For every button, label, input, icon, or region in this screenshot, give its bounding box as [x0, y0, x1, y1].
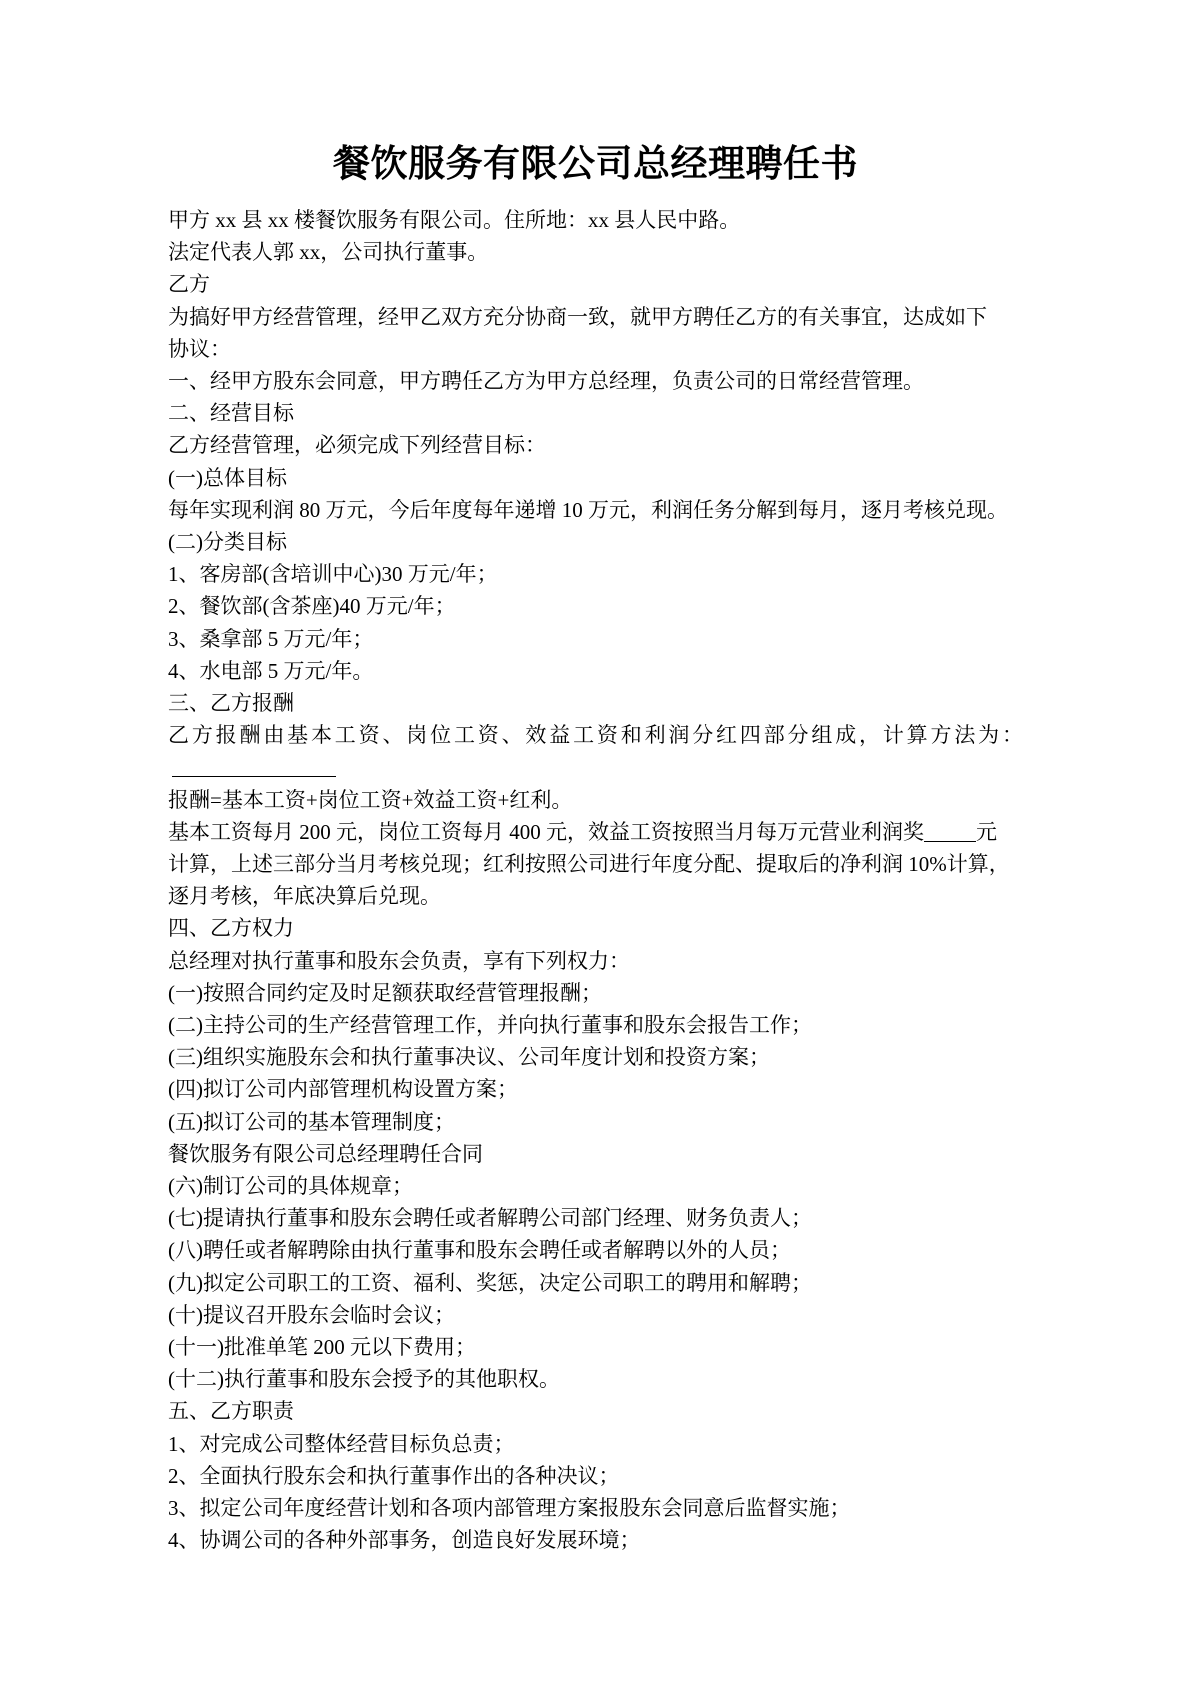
compensation-composition-line — [168, 719, 1023, 783]
bonus-rate-blank-field[interactable] — [924, 841, 976, 842]
article-four-intro: 总经理对执行董事和股东会负责，享有下列权力： — [168, 948, 630, 973]
compensation-blank-field[interactable] — [172, 776, 268, 777]
preamble-line-2: 协议： — [168, 336, 231, 361]
compensation-detail-unit: 元 — [976, 819, 997, 844]
compensation-composition-text: 乙方报酬由基本工资、岗位工资、效益工资和利润分红四部分组成，计算方法为： — [168, 723, 1023, 748]
compensation-detail-text-start: 基本工资每月 200 元，岗位工资每月 400 元，效益工资按照当月每万元营业利润奖 — [168, 819, 924, 844]
power-item: (十二)执行董事和股东会授予的其他职权。 — [168, 1367, 560, 1392]
preamble-line-1: 为搞好甲方经营管理，经甲乙双方充分协商一致，就甲方聘任乙方的有关事宜，达成如下 — [168, 304, 987, 329]
article-two-intro: 乙方经营管理，必须完成下列经营目标： — [168, 433, 546, 458]
party-a-line: 甲方 xx 县 xx 楼餐饮服务有限公司。住所地：xx 县人民中路。 — [168, 207, 741, 232]
compensation-detail-continued: 计算，上述三部分当月考核兑现；红利按照公司进行年度分配、提取后的净利润 10%计算， — [168, 852, 1010, 876]
overall-target-text: 每年实现利润 80 万元，今后年度每年递增 10 万元，利润任务分解到每月，逐月考核兑现。 — [168, 497, 1008, 522]
power-item: (十)提议召开股东会临时会议； — [168, 1302, 455, 1327]
category-target-item: 4、水电部 5 万元/年。 — [168, 658, 374, 683]
power-item: (六)制订公司的具体规章； — [168, 1174, 413, 1199]
power-item: (四)拟订公司内部管理机构设置方案； — [168, 1077, 518, 1102]
page-title: 餐饮服务有限公司总经理聘任书 — [333, 144, 858, 185]
duty-item: 3、拟定公司年度经营计划和各项内部管理方案报股东会同意后监督实施； — [168, 1496, 851, 1521]
article-one-text: 一、经甲方股东会同意，甲方聘任乙方为甲方总经理，负责公司的日常经营管理。 — [168, 368, 924, 393]
article-three-heading: 三、乙方报酬 — [168, 690, 294, 715]
duty-item: 4、协调公司的各种外部事务，创造良好发展环境； — [168, 1528, 641, 1553]
article-two-heading: 二、经营目标 — [168, 401, 294, 426]
power-item: (七)提请执行董事和股东会聘任或者解聘公司部门经理、财务负责人； — [168, 1206, 812, 1231]
overall-target-heading: (一)总体目标 — [168, 465, 287, 490]
duty-item: 2、全面执行股东会和执行董事作出的各种决议； — [168, 1463, 620, 1488]
category-target-item: 3、桑拿部 5 万元/年； — [168, 626, 374, 651]
legal-representative-line: 法定代表人郭 xx，公司执行董事。 — [168, 240, 489, 265]
power-item: (八)聘任或者解聘除由执行董事和股东会聘任或者解聘以外的人员； — [168, 1238, 791, 1263]
category-target-item: 2、餐饮部(含茶座)40 万元/年； — [168, 594, 456, 619]
running-header-text: 餐饮服务有限公司总经理聘任合同 — [168, 1141, 483, 1166]
article-four-heading: 四、乙方权力 — [168, 916, 294, 941]
power-item: (十一)批准单笔 200 元以下费用； — [168, 1335, 476, 1360]
power-item: (二)主持公司的生产经营管理工作，并向执行董事和股东会报告工作； — [168, 1013, 812, 1038]
document-body — [168, 140, 1023, 1556]
power-item: (五)拟订公司的基本管理制度； — [168, 1109, 455, 1134]
compensation-detail-line — [168, 816, 1023, 848]
compensation-detail-end: 逐月考核，年底决算后兑现。 — [168, 884, 441, 909]
category-target-heading: (二)分类目标 — [168, 529, 287, 554]
party-b-line: 乙方 — [168, 272, 210, 297]
compensation-formula: 报酬=基本工资+岗位工资+效益工资+红利。 — [168, 787, 573, 812]
power-item: (九)拟定公司职工的工资、福利、奖惩，决定公司职工的聘用和解聘； — [168, 1270, 812, 1295]
power-item: (一)按照合同约定及时足额获取经营管理报酬； — [168, 980, 602, 1005]
duty-item: 1、对完成公司整体经营目标负总责； — [168, 1431, 515, 1456]
category-target-item: 1、客房部(含培训中心)30 万元/年； — [168, 562, 498, 587]
power-item: (三)组织实施股东会和执行董事决议、公司年度计划和投资方案； — [168, 1045, 770, 1070]
article-five-heading: 五、乙方职责 — [168, 1399, 294, 1424]
compensation-blank-field-continued[interactable] — [268, 776, 336, 777]
